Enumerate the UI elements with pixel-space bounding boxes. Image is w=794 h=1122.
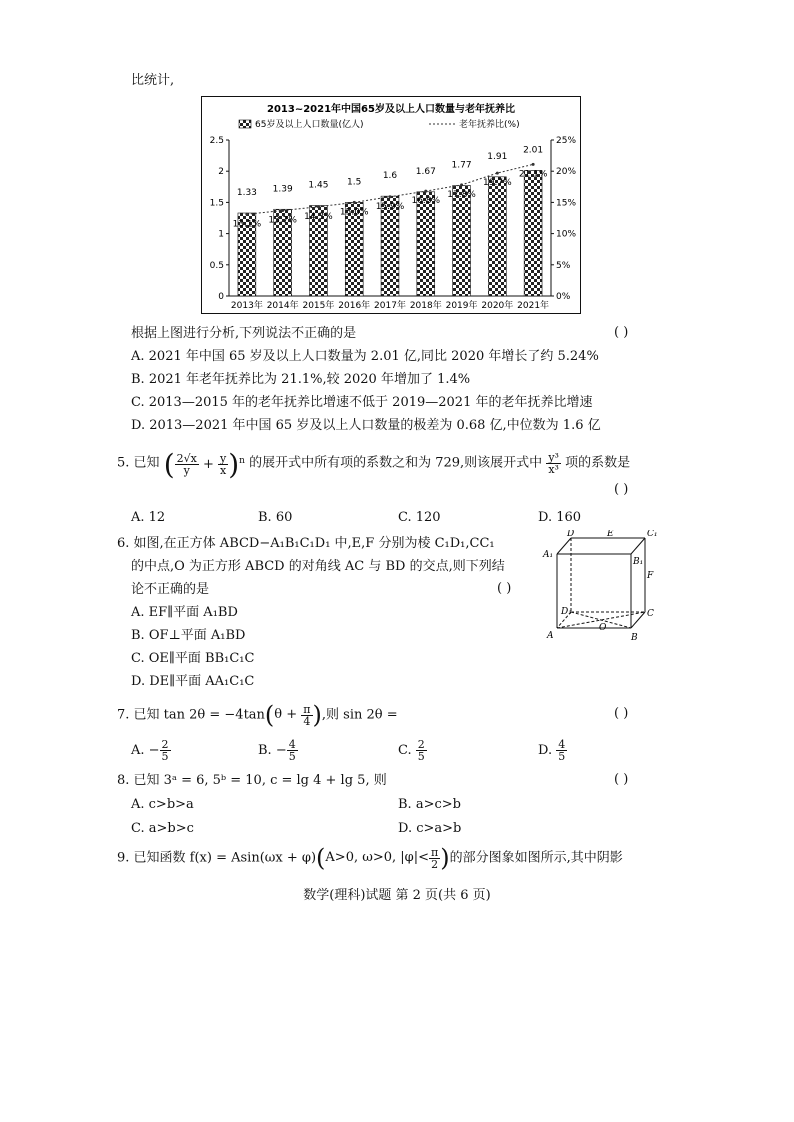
ratio-value-label: 14.3% [304,211,333,222]
x-tick-label: 2021年 [517,301,550,311]
q7-option-b[interactable]: B. − $\frac{4}{5}$ [258,738,296,763]
y-tick-label-left: 1 [218,229,224,240]
bar [417,192,435,296]
q5-stem [117,444,631,481]
ratio-value-label: 16.8% [411,196,441,207]
y-tick-label-right: 10% [556,229,577,240]
q6-option-a[interactable]: A. EF∥平面 A₁BD [131,605,238,620]
q5-option-a[interactable]: A. 12 [131,510,166,525]
q6-answer-paren[interactable]: ( ) [497,581,512,596]
y-tick-label-left: 1.5 [209,198,224,209]
ratio-value-label: 15.0% [339,207,369,218]
x-tick-label: 2017年 [374,301,406,311]
ratio-point [353,201,356,204]
cube-vertex-label: D₁ [561,607,572,617]
ratio-value-label: 13.1% [232,219,262,230]
ratio-point [424,190,427,193]
cube-vertex-label: C₁ [647,530,658,539]
ratio-value-label: 15.9% [375,201,405,212]
ratio-point [460,183,463,186]
ratio-point [532,163,535,166]
cube-vertex-label: E [607,530,614,539]
y-tick-label-right: 25% [556,136,577,146]
q5-term: $\frac{\text{y³}}{\text{x³}}$ [548,450,559,476]
q5-option-d[interactable]: D. 160 [538,510,582,525]
q8-option-d[interactable]: D. c>a>b [398,821,462,836]
q6-line3: 论不正确的是 [131,582,210,597]
x-tick-label: 2014年 [266,301,299,311]
legend-bar-swatch [239,120,251,128]
q6-option-b[interactable]: B. OF⊥平面 A₁BD [131,628,246,643]
bar [488,177,506,296]
q9-stem: 9. 已知函数 f(x) = Asin(ωx + φ)(A>0, ω>0, |φ|< $\frac{\pi}{2}$ )的部分图象如图所示,其中阴影 [117,844,623,872]
q5-option-b[interactable]: B. 60 [258,510,293,525]
q7-suffix: ,则 sin 2θ = [321,707,398,723]
bar-value-label: 2.01 [523,145,544,156]
cube-vertex-label: B [631,633,638,642]
y-tick-label-right: 20% [556,167,577,178]
population-chart [201,96,581,314]
ratio-point [389,195,392,198]
x-tick-label: 2018年 [409,301,442,311]
ratio-point [281,209,284,212]
q4-option-a[interactable]: A. 2021 年中国 65 岁及以上人口数量为 2.01 亿,同比 2020 年增长了约 5.24% [131,349,599,364]
q7-option-c[interactable]: C. $\frac{2}{5}$ [398,738,425,763]
q6-line2: 的中点,O 为正方形 ABCD 的对角线 AC 与 BD 的交点,则下列结 [131,559,505,574]
cube-vertex-label: F [647,571,654,581]
q6-line1: 6. 如图,在正方体 ABCD−A₁B₁C₁D₁ 中,E,F 分别为棱 C₁D₁,CC₁ [117,536,495,551]
bar [453,186,471,296]
y-tick-label-right: 5% [556,260,571,271]
legend-line-label: 老年抚养比(%) [459,120,520,130]
q8-option-b[interactable]: B. a>c>b [398,797,461,812]
q5-prefix: 5. 已知 [117,455,160,471]
q8-stem: 8. 已知 3ᵃ = 6, 5ᵇ = 10, c = lg 4 + lg 5, 则 [117,773,387,788]
q9-prefix: 9. 已知函数 f(x) = Asin(ωx + φ) [117,850,317,866]
y-tick-label-left: 0.5 [209,260,224,271]
q8-option-c[interactable]: C. a>b>c [131,821,194,836]
chart-title: 2013~2021年中国65岁及以上人口数量与老年抚养比 [267,104,515,115]
y-tick-label-right: 15% [556,198,577,209]
y-tick-label-right: 0% [556,292,571,302]
cube-vertex-label: D [567,530,575,539]
q7-prefix: 7. 已知 tan 2θ = −4tan [117,707,265,723]
q5-binomial: ( $\frac{2√x}{y}$ + $\frac{y}{x}$ )$^n$ [163,447,245,481]
q4-stem: 根据上图进行分析,下列说法不正确的是 [131,326,357,341]
q8-answer-paren[interactable]: ( ) [614,772,629,787]
chart-legend [239,118,520,130]
q6-option-d[interactable]: D. DE∥平面 AA₁C₁C [131,674,255,689]
x-tick-label: 2013年 [230,301,263,311]
x-tick-label: 2016年 [338,301,371,311]
bar-value-label: 1.45 [308,180,329,191]
y-tick-label-left: 2.5 [209,136,224,146]
ratio-value-label: 21.1% [518,169,548,180]
cube-vertex-label: B₁ [633,557,644,567]
bar [524,171,542,296]
y-tick-label-left: 2 [218,167,224,178]
q5-expr-tail: 的展开式中所有项的系数之和为 729,则该展开式中 [249,455,543,471]
q4-option-b[interactable]: B. 2021 年老年抚养比为 21.1%,较 2020 年增加了 1.4% [131,372,471,387]
q6-option-c[interactable]: C. OE∥平面 BB₁C₁C [131,651,255,666]
ratio-value-label: 13.7% [268,215,297,226]
q9-suffix: 的部分图象如图所示,其中阴影 [449,850,623,866]
cube-vertex-label: O [599,623,607,633]
ratio-value-label: 19.7% [483,178,512,189]
bar-value-label: 1.67 [415,166,436,177]
page-footer: 数学(理科)试题 第 2 页(共 6 页) [303,888,491,903]
q5-answer-paren[interactable]: ( ) [614,482,629,497]
x-tick-label: 2020年 [481,301,514,311]
q7-answer-paren[interactable]: ( ) [614,706,629,721]
q5-option-c[interactable]: C. 120 [398,510,441,525]
cube-vertex-label: A [547,631,554,641]
q7-option-d[interactable]: D. $\frac{4}{5}$ [538,738,566,763]
bar-value-label: 1.39 [272,184,293,195]
cube-diagram [541,530,659,642]
intro-text: 比统计, [131,73,175,88]
bar-value-label: 1.77 [451,160,472,171]
ratio-point [496,172,499,175]
q5-term-suffix: 项的系数是 [565,455,631,471]
legend-bar-label: 65岁及以上人口数量(亿人) [255,120,364,130]
q4-answer-paren[interactable]: ( ) [614,325,629,340]
q4-option-c[interactable]: C. 2013—2015 年的老年抚养比增速不低于 2019—2021 年的老年抚养比增速 [131,395,593,410]
bar-value-label: 1.6 [382,171,398,182]
x-tick-label: 2015年 [302,301,335,311]
cube-vertex-label: A₁ [543,550,554,560]
ratio-point [317,205,320,208]
y-tick-label-left: 0 [218,292,224,302]
q9-conditions: A>0, ω>0, |φ|< [325,850,430,865]
bar-value-label: 1.91 [487,151,508,162]
cube-vertex-label: C [647,609,654,619]
q8-option-a[interactable]: A. c>b>a [131,797,194,812]
q7-option-a[interactable]: A. − $\frac{2}{5}$ [131,738,169,763]
ratio-point [245,213,248,216]
ratio-value-label: 17.8% [447,189,476,200]
q4-option-d[interactable]: D. 2013—2021 年中国 65 岁及以上人口数量的极差为 0.68 亿,中位数为 1.6 亿 [131,418,601,433]
bar-value-label: 1.33 [236,188,257,199]
q7-stem: 7. 已知 tan 2θ = −4tan(θ + $\frac{\pi}{4}$ ),则 sin 2θ = [117,701,398,729]
x-tick-label: 2019年 [445,301,478,311]
bar-value-label: 1.5 [347,177,362,188]
